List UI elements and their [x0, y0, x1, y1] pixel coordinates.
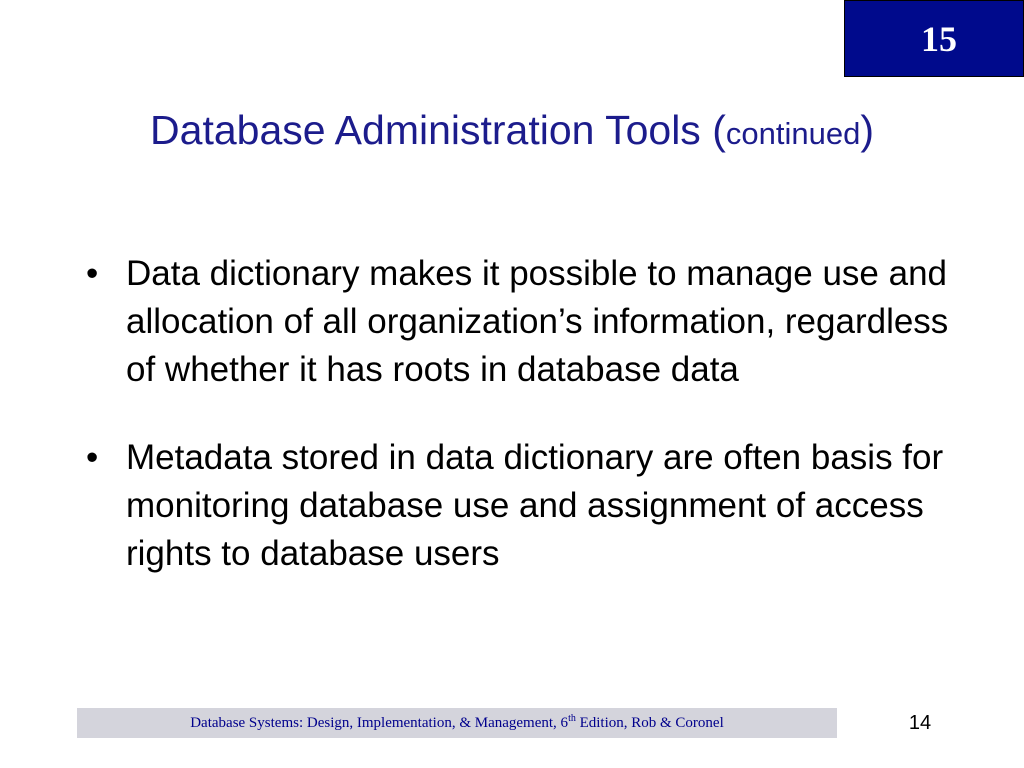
slide-title-close: ) — [860, 107, 874, 153]
slide-title-main: Database Administration Tools ( — [150, 107, 726, 153]
footer-text-after: Edition, Rob & Coronel — [575, 714, 724, 731]
bullet-text: Metadata stored in data dictionary are often basis for monitoring database use and assignment of access rights to database users — [126, 438, 944, 573]
bullet-item — [86, 250, 956, 394]
chapter-badge — [844, 0, 1024, 77]
page-number: 14 — [908, 712, 932, 734]
chapter-number: 15 — [921, 18, 957, 59]
bullet-text: Data dictionary makes it possible to manage use and allocation of all organization’s information, regardless of whether it has roots in database data — [126, 254, 949, 389]
bullet-list — [86, 250, 956, 618]
footer-text-before: Database Systems: Design, Implementation, & Management, 6 — [190, 714, 569, 731]
bullet-marker: • — [86, 438, 99, 477]
slide-title — [0, 106, 1024, 155]
footer-citation — [190, 712, 724, 732]
bullet-marker: • — [86, 254, 99, 293]
bullet-item — [86, 434, 956, 578]
footer-bar — [77, 708, 837, 738]
slide-title-suffix: continued — [725, 116, 861, 151]
footer-superscript: th — [568, 712, 576, 724]
